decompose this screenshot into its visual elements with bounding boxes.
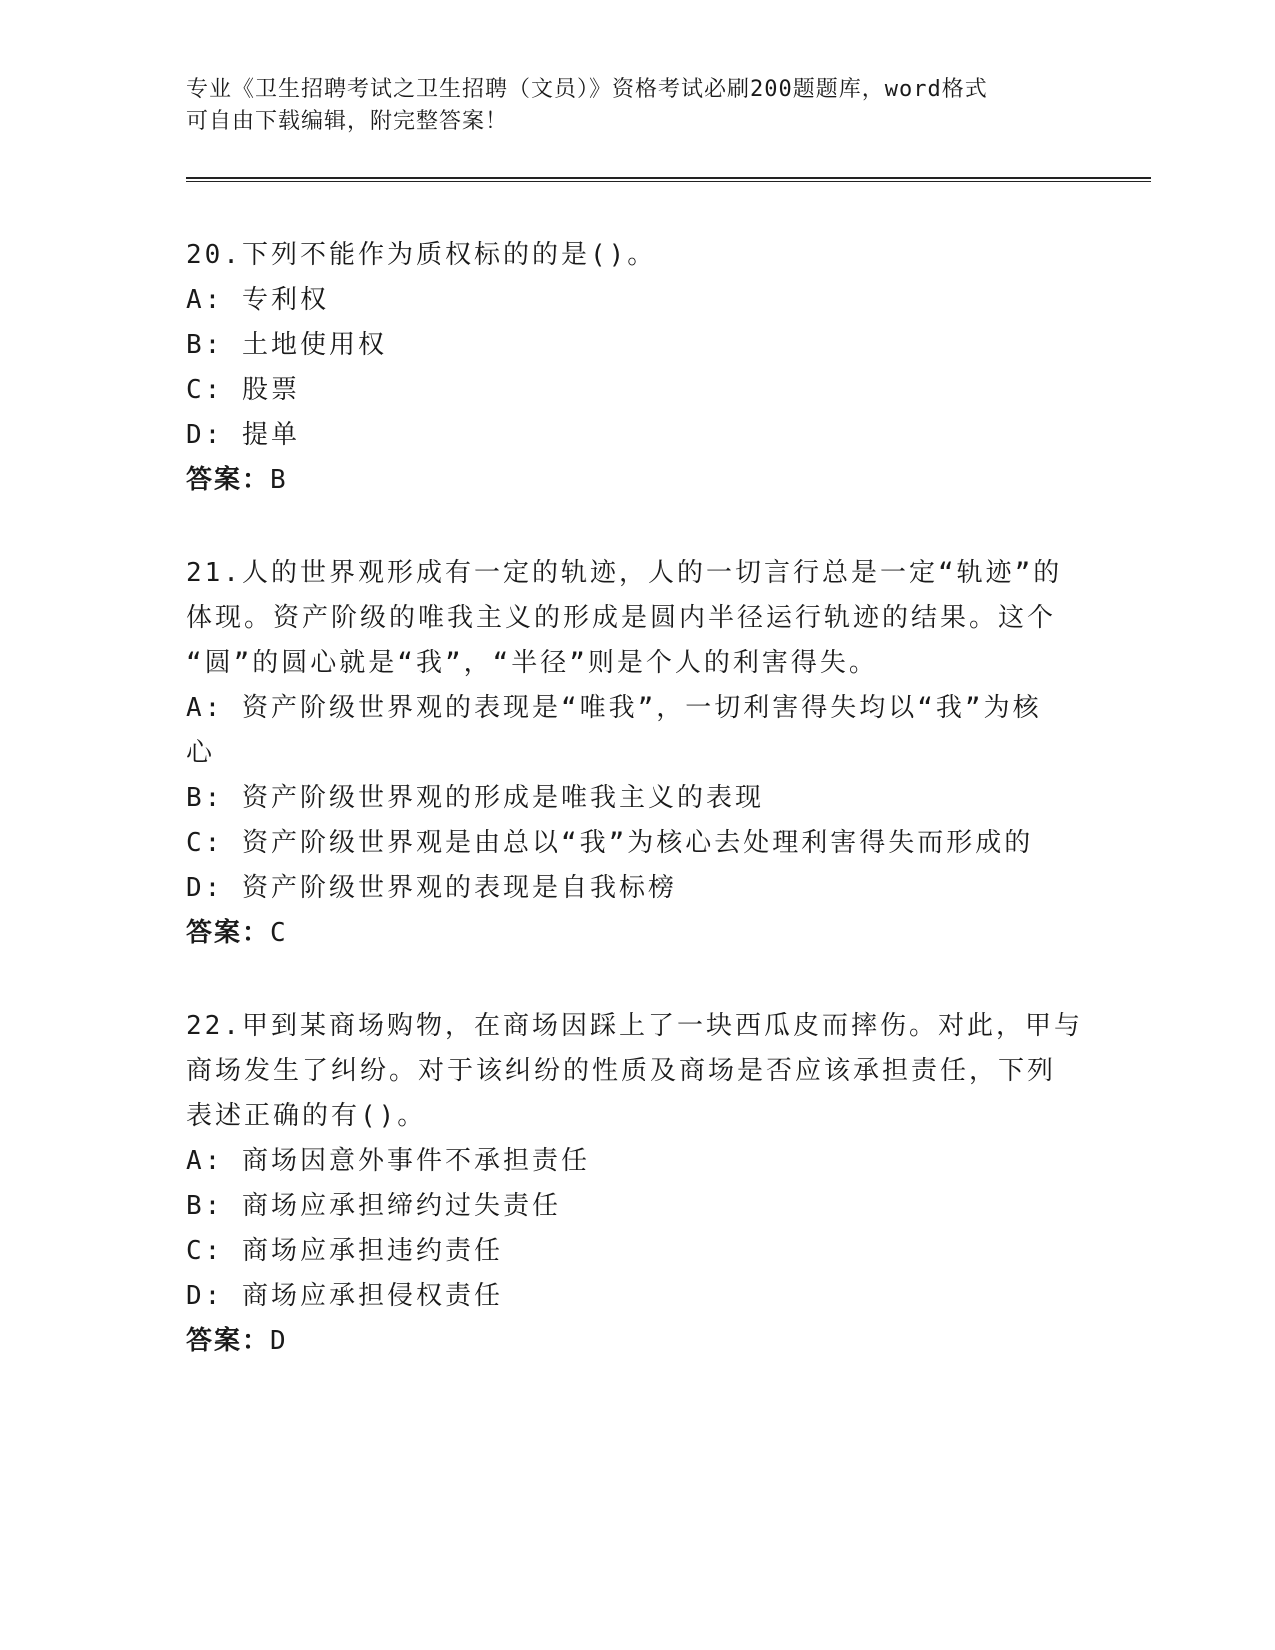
option-key: A: bbox=[186, 693, 224, 723]
answer-line bbox=[186, 458, 1086, 503]
header-line-1: 专业《卫生招聘考试之卫生招聘（文员）》资格考试必刷200题题库，word格式 bbox=[186, 77, 988, 102]
option-text: 资产阶级世界观的表现是自我标榜 bbox=[241, 873, 677, 903]
answer-label: 答案： bbox=[186, 465, 271, 495]
header-line-2: 可自由下载编辑，附完整答案！ bbox=[186, 109, 509, 134]
option-key: D: bbox=[186, 873, 224, 903]
option-text: 资产阶级世界观的表现是“唯我”，一切利害得失均以“我”为核 bbox=[241, 693, 1042, 723]
option-key: B: bbox=[186, 330, 224, 360]
option-c bbox=[186, 368, 1086, 413]
question-stem bbox=[186, 551, 1086, 686]
option-c bbox=[186, 821, 1086, 866]
option-a-continuation: 心 bbox=[186, 738, 216, 768]
option-key: D: bbox=[186, 1281, 224, 1311]
question-stem-line: 22.甲到某商场购物，在商场因踩上了一块西瓜皮而摔伤。对此，甲与 bbox=[186, 1011, 1083, 1041]
answer-value: C bbox=[270, 918, 288, 948]
question-22 bbox=[186, 1004, 1086, 1364]
question-stem-line: 20.下列不能作为质权标的的是()。 bbox=[186, 240, 657, 270]
option-a bbox=[186, 1139, 1086, 1184]
question-stem-line: “圆”的圆心就是“我”，“半径”则是个人的利害得失。 bbox=[186, 648, 878, 678]
option-key: B: bbox=[186, 783, 224, 813]
question-20 bbox=[186, 233, 1086, 503]
answer-label: 答案： bbox=[186, 1326, 271, 1356]
option-a bbox=[186, 278, 1086, 323]
option-key: C: bbox=[186, 828, 224, 858]
option-text: 土地使用权 bbox=[241, 330, 387, 360]
question-21 bbox=[186, 551, 1086, 956]
question-stem-line: 表述正确的有()。 bbox=[186, 1101, 427, 1131]
option-b bbox=[186, 323, 1086, 368]
answer-line bbox=[186, 1319, 1086, 1364]
option-key: C: bbox=[186, 375, 224, 405]
option-key: C: bbox=[186, 1236, 224, 1266]
option-d bbox=[186, 1274, 1086, 1319]
option-text: 专利权 bbox=[241, 285, 329, 315]
option-d bbox=[186, 866, 1086, 911]
option-text: 资产阶级世界观是由总以“我”为核心去处理利害得失而形成的 bbox=[241, 828, 1034, 858]
question-stem-line: 21.人的世界观形成有一定的轨迹，人的一切言行总是一定“轨迹”的 bbox=[186, 558, 1063, 588]
option-a bbox=[186, 686, 1086, 731]
question-stem-line: 体现。资产阶级的唯我主义的形成是圆内半径运行轨迹的结果。这个 bbox=[186, 603, 1057, 633]
option-text: 商场应承担缔约过失责任 bbox=[241, 1191, 561, 1221]
header-divider-thin bbox=[186, 181, 1151, 182]
header-divider-thick bbox=[186, 177, 1151, 179]
option-text: 商场因意外事件不承担责任 bbox=[241, 1146, 590, 1176]
option-text: 股票 bbox=[241, 375, 300, 405]
option-d bbox=[186, 413, 1086, 458]
option-key: D: bbox=[186, 420, 224, 450]
question-stem bbox=[186, 1004, 1086, 1139]
option-key: A: bbox=[186, 1146, 224, 1176]
answer-line bbox=[186, 911, 1086, 956]
answer-label: 答案： bbox=[186, 918, 271, 948]
option-b bbox=[186, 1184, 1086, 1229]
option-text: 资产阶级世界观的形成是唯我主义的表现 bbox=[241, 783, 764, 813]
question-stem bbox=[186, 233, 1086, 278]
option-text: 商场应承担侵权责任 bbox=[241, 1281, 503, 1311]
option-key: A: bbox=[186, 285, 224, 315]
question-stem-line: 商场发生了纠纷。对于该纠纷的性质及商场是否应该承担责任，下列 bbox=[186, 1056, 1057, 1086]
option-key: B: bbox=[186, 1191, 224, 1221]
answer-value: B bbox=[270, 465, 288, 495]
answer-value: D bbox=[270, 1326, 288, 1356]
option-b bbox=[186, 776, 1086, 821]
option-text: 商场应承担违约责任 bbox=[241, 1236, 503, 1266]
option-text: 提单 bbox=[241, 420, 300, 450]
option-c bbox=[186, 1229, 1086, 1274]
document-header bbox=[186, 74, 1066, 138]
